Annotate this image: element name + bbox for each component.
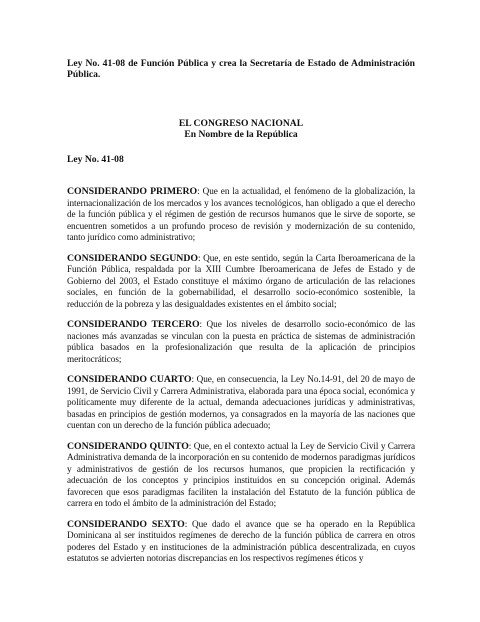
- considerando-lead: CONSIDERANDO SEGUNDO: [67, 252, 198, 264]
- considerando-text: : Que, en el contexto actual la Ley de Servicio Civil y Carrera Administrativa demanda de la incorporación en su contenido de modernos paradigmas jurídicos y administrativos de gestión de los recursos humanos, que propicien la rectificación y adecuación de los conceptos y principios instituidos en su concepción original. Además favorecen que esos paradigmas faciliten la instalación del Estatuto de la función pública de carrera en todo el ámbito de la administración del Estado;: [67, 440, 415, 508]
- considerando-paragraph: [67, 319, 415, 365]
- considerando-paragraph: [67, 186, 415, 244]
- considerando-lead: CONSIDERANDO PRIMERO: [67, 186, 198, 197]
- considerandos-list: [67, 186, 415, 574]
- considerando-text: : Que, en consecuencia, la Ley No.14-91, del 20 de mayo de 1991, de Servicio Civil y Carrera Administrativa, elaborada para una época social, económica y políticamente muy diferente de la actual, demanda adecuaciones jurídicas y administrativas, basadas en principios de gestión modernos, ya consagrados en la mayoría de las naciones que cuentan con un derecho de la función pública adecuado;: [67, 374, 415, 430]
- considerando-lead: CONSIDERANDO CUARTO: [67, 374, 192, 385]
- on-behalf-heading: En Nombre de la República: [184, 129, 298, 141]
- considerando-text: : Que los niveles de desarrollo socio-económico de las naciones más avanzadas se vinculan con la puesta en práctica de sistemas de administración pública basados en la profesionalización que resulta de la aplicación de principios meritocráticos;: [67, 319, 415, 364]
- considerando-text: : Que, en este sentido, según la Carta Iberoamericana de la Función Pública, respaldada por la XIII Cumbre Iberoamericana de Jefes de Estado y de Gobierno del 2003, el Estado constituye el máximo órgano de articulación de las relaciones sociales, en función de la gobernabilidad, el desarrollo socio-económico sostenible, la reducción de la pobreza y las desigualdades existentes en el ámbito social;: [67, 252, 415, 309]
- considerando-text: : Que en la actualidad, el fenómeno de la globalización, la internacionalización de los mercados y los avances tecnológicos, han obligado a que el derecho de la función pública y el régimen de gestión de recursos humanos que le sirve de soporte, se encuentren sometidos a un profundo proceso de revisión y modernización de su contenido, tanto jurídico como administrativo;: [67, 186, 415, 242]
- considerando-paragraph: [67, 519, 415, 565]
- considerando-lead: CONSIDERANDO SEXTO: [67, 518, 185, 530]
- considerando-text: : Que dado el avance que se ha operado en la República Dominicana al ser instituidos regímenes de derecho de la función pública de carrera en otros poderes del Estado y en instituciones de la administración pública descentralizada, en cuyos estatutos se advierten notorias discrepancias en los respectivos regímenes éticos y: [67, 518, 415, 563]
- considerando-paragraph: [67, 441, 415, 510]
- congress-heading: EL CONGRESO NACIONAL: [178, 118, 304, 129]
- document-page: [67, 0, 415, 622]
- considerando-lead: CONSIDERANDO TERCERO: [67, 319, 200, 330]
- law-number: Ley No. 41-08: [67, 154, 124, 165]
- considerando-paragraph: [67, 253, 415, 311]
- considerando-lead: CONSIDERANDO QUINTO: [67, 440, 189, 452]
- enacting-authority: [67, 118, 415, 141]
- considerando-paragraph: [67, 374, 415, 432]
- document-title: Ley No. 41-08 de Función Pública y crea la Secretaría de Estado de Administración Pública.: [67, 58, 415, 81]
